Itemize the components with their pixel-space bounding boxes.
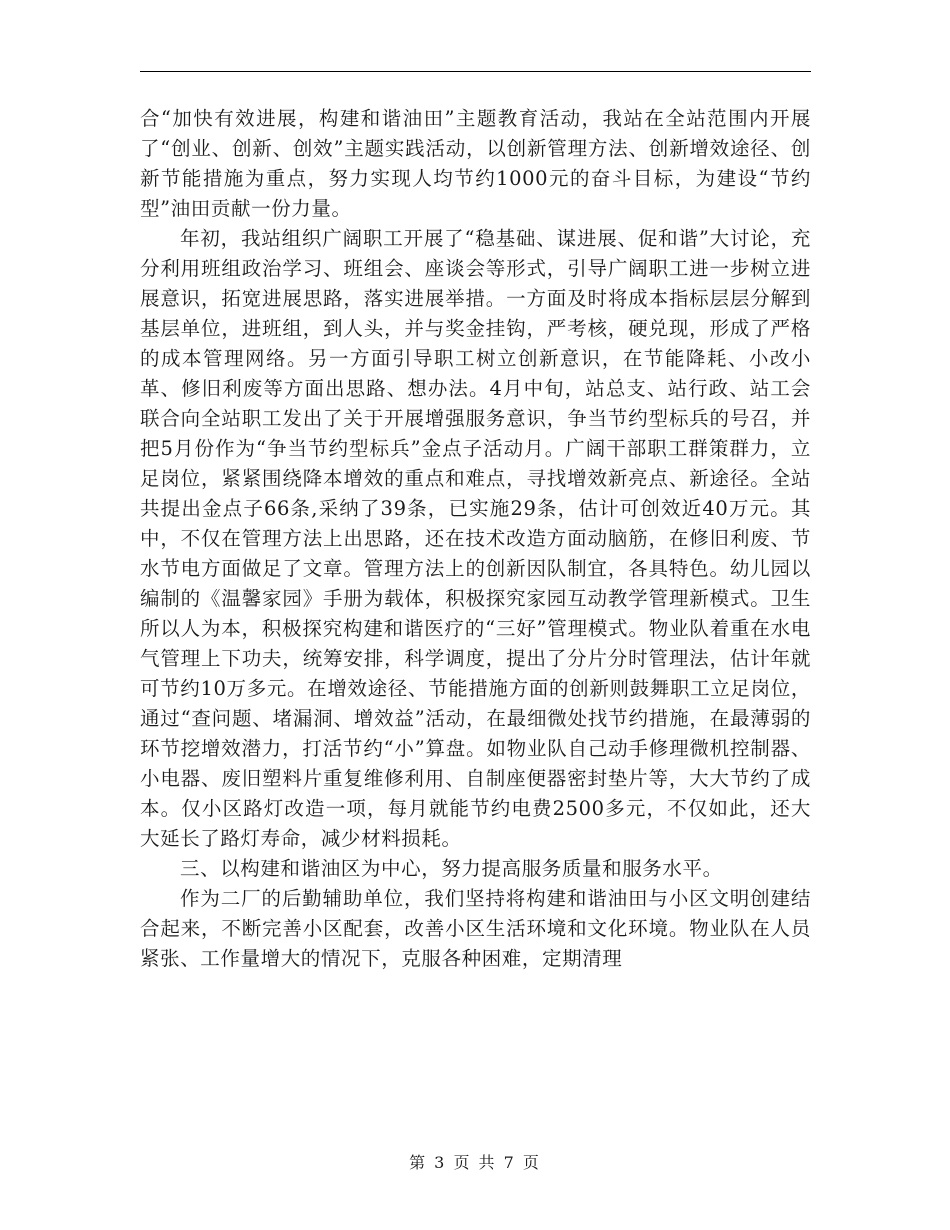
paragraph-community-service: 作为二厂的后勤辅助单位，我们坚持将构建和谐油田与小区文明创建结合起来，不断完善小区配套，改善小区生活环境和文化环境。物业队在人员紧张、工作量增大的情况下，克服各种困难，定期清理 <box>140 887 811 970</box>
paragraph-annual-initiative: 年初，我站组织广阔职工开展了“稳基础、谋进展、促和谐”大讨论，充分利用班组政治学习、班组会、座谈会等形式，引导广阔职工进一步树立进展意识，拓宽进展思路，落实进展举措。一方面及时将成本指标层层分解到基层单位，进班组，到人头，并与奖金挂钩，严考核，硬兑现，形成了严格的成本管理网络。另一方面引导职工树立创新意识，在节能降耗、小改小革、修旧利废等方面出思路、想办法。4月中旬，站总支、站行政、站工会联合向全站职工发出了关于开展增强服务意识，争当节约型标兵的号召，并把5月份作为“争当节约型标兵”金点子活动月。广阔干部职工群策群力，立足岗位，紧紧围绕降本增效的重点和难点，寻找增效新亮点、新途径。全站共提出金点子66条,采纳了39条，已实施29条，估计可创效近40万元。其中，不仅在管理方法上出思路，还在技术改造方面动脑筋，在修旧利废、节水节电方面做足了文章。管理方法上的创新因队制宜，各具特色。幼儿园以编制的《温馨家园》手册为载体，积极探究家园互动教学管理新模式。卫生所以人为本，积极探究构建和谐医疗的“三好”管理模式。物业队着重在水电气管理上下功夫，统筹安排，科学调度，提出了分片分时管理法，估计年就可节约10万多元。在增效途径、节能措施方面的创新则鼓舞职工立足岗位，通过“查问题、堵漏洞、增效益”活动，在最细微处找节约措施，在最薄弱的环节挖增效潜力，打活节约“小”算盘。如物业队自己动手修理微机控制器、小电器、废旧塑料片重复维修利用、自制座便器密封垫片等，大大节约了成本。仅小区路灯改造一项，每月就能节约电费2500多元，不仅如此，还大大延长了路灯寿命，减少材料损耗。 <box>140 227 811 850</box>
header-rule <box>140 71 811 72</box>
document-body <box>140 104 811 974</box>
page-number-footer: 第 3 页 共 7 页 <box>409 1153 541 1172</box>
paragraph-continued: 合“加快有效进展，构建和谐油田”主题教育活动，我站在全站范围内开展了“创业、创新、创效”主题实践活动，以创新管理方法、创新增效途径、创新节能措施为重点，努力实现人均节约1000元的奋斗目标，为建设“节约型”油田贡献一份力量。 <box>140 107 811 220</box>
section-heading-three: 三、以构建和谐油区为中心，努力提高服务质量和服务水平。 <box>180 857 723 880</box>
